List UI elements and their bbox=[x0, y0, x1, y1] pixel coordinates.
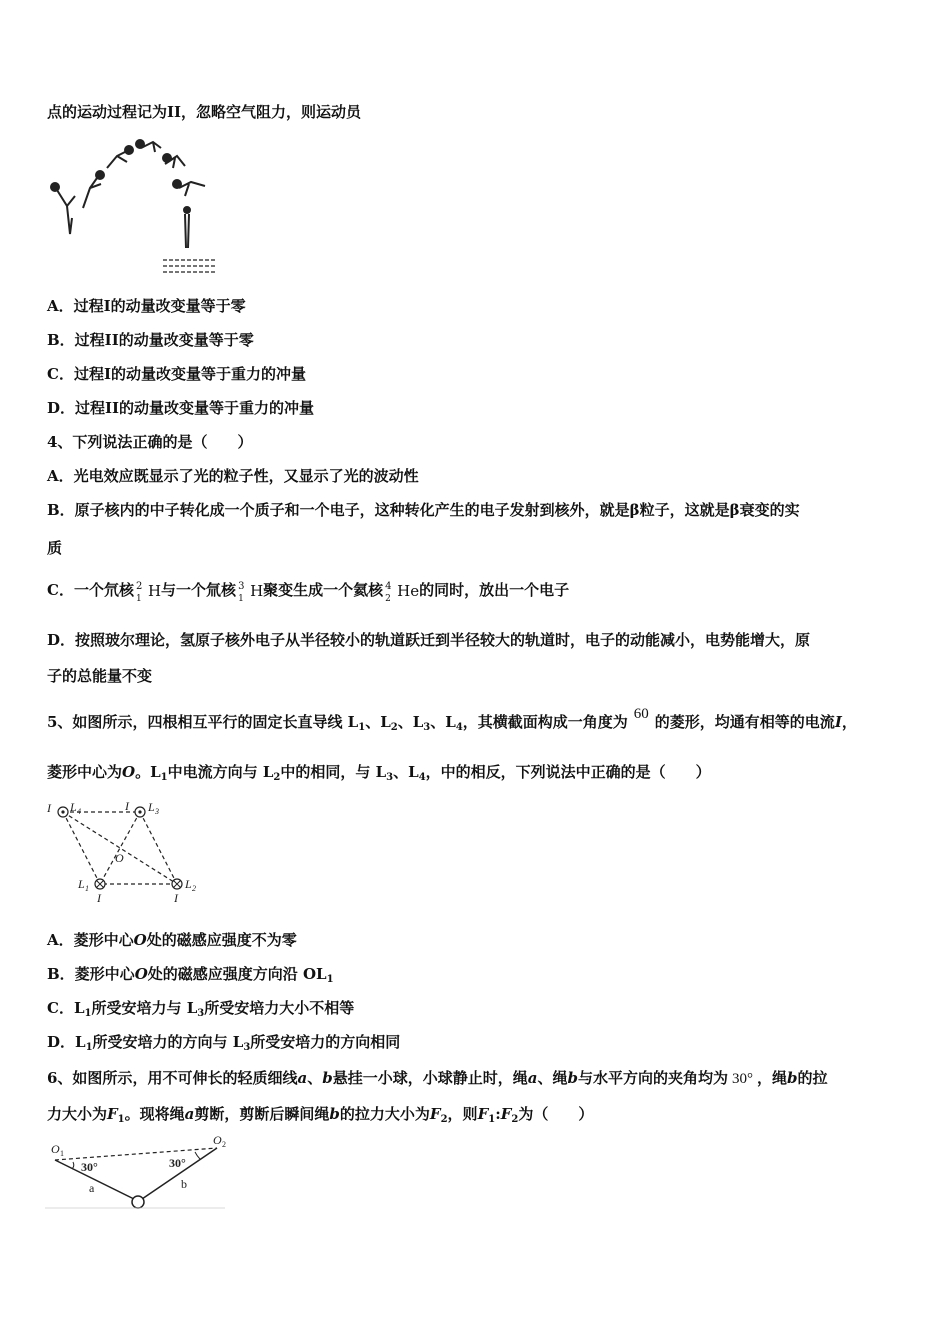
q5-text-7: ， bbox=[841, 713, 857, 731]
q6-rope-a-2: a bbox=[527, 1069, 538, 1087]
q5-line2-f: ，中的相反，下列说法中正确的是（ ） bbox=[425, 763, 711, 781]
tritium-symbol bbox=[236, 581, 250, 604]
label-o1: O bbox=[51, 1142, 60, 1156]
q5c-sub3: 3 bbox=[197, 1008, 205, 1019]
q6-text-6: 的拉 bbox=[797, 1069, 828, 1087]
diver-head-5 bbox=[163, 154, 171, 162]
diver-head-2 bbox=[96, 171, 104, 179]
q6-line2-a: 力大小为 bbox=[47, 1105, 108, 1123]
label-o1-sub: 1 bbox=[60, 1149, 64, 1158]
label-o2: O bbox=[213, 1134, 222, 1147]
label-l2-sub: 2 bbox=[192, 884, 196, 893]
q5-text-6: 的菱形，均通有相等的电流 bbox=[654, 713, 835, 731]
diver-head-1 bbox=[51, 183, 59, 191]
q5-text-3: 、L bbox=[397, 713, 424, 731]
q5-line2-sub2: 2 bbox=[273, 772, 281, 783]
label-l4-current: I bbox=[47, 801, 51, 815]
q6-line2-d: 的拉力大小为 bbox=[339, 1105, 430, 1123]
q5-option-b bbox=[47, 964, 334, 990]
q5-line2-d: 中的相同，与 L bbox=[280, 763, 387, 781]
deuterium-mass: 2 bbox=[135, 581, 143, 592]
q3-option-d: D．过程II的动量改变量等于重力的冲量 bbox=[47, 399, 315, 417]
tritium-z: 1 bbox=[238, 594, 244, 604]
label-o2-sub: 2 bbox=[222, 1140, 226, 1149]
helium-he: He bbox=[397, 582, 420, 600]
label-rope-a: a bbox=[89, 1181, 95, 1195]
q5-text-1: 5、如图所示，四根相互平行的固定长直导线 L bbox=[47, 713, 359, 731]
label-l3: L bbox=[148, 800, 155, 814]
q5-current: I bbox=[834, 713, 842, 731]
q6-line2-e: ，则 bbox=[447, 1105, 478, 1123]
q4-option-c bbox=[47, 580, 570, 604]
edge-l1-l4 bbox=[63, 812, 100, 884]
q4c-suffix: 的同时，放出一个电子 bbox=[419, 581, 570, 599]
q6-f1: F bbox=[107, 1105, 118, 1123]
label-l2-current: I bbox=[174, 891, 178, 905]
q6-line2-f: 为（ ） bbox=[518, 1105, 594, 1123]
q5-sub-3: 3 bbox=[423, 722, 431, 733]
q5-line2-c: 中电流方向与 L bbox=[167, 763, 274, 781]
q5-center-o: O bbox=[122, 763, 136, 781]
label-l4-sub: 4 bbox=[77, 807, 81, 816]
q6-text-4: 与水平方向的夹角均为 bbox=[577, 1069, 728, 1087]
q6-f2: F bbox=[429, 1105, 441, 1123]
q6-ratio-f2-sub: 2 bbox=[511, 1114, 519, 1125]
q5-line2-sub3: 3 bbox=[386, 772, 394, 783]
helium-mass: 4 bbox=[385, 581, 392, 592]
q5-line2-b: 。L bbox=[135, 763, 161, 781]
q6-rope-b-3: b bbox=[787, 1069, 798, 1087]
q5b-o: O bbox=[134, 965, 148, 983]
label-l1-current: I bbox=[97, 891, 101, 905]
q5c-text: C．L bbox=[47, 999, 85, 1017]
helium-symbol bbox=[383, 581, 397, 604]
q6-ratio-f2: F bbox=[500, 1105, 512, 1123]
q5b-rest: 处的磁感应强度方向沿 OL bbox=[147, 965, 327, 983]
diver-head-4 bbox=[136, 140, 144, 148]
q5d-sub1: 1 bbox=[85, 1042, 93, 1053]
diver-pose-3 bbox=[107, 152, 127, 168]
q6-ratio-f1-sub: 1 bbox=[488, 1114, 496, 1125]
q6-text-3: 、绳 bbox=[537, 1069, 568, 1087]
q6-ratio-f1: F bbox=[477, 1105, 489, 1123]
q5-line2-sub4: 4 bbox=[418, 772, 426, 783]
q5d-sub3: 3 bbox=[243, 1042, 251, 1053]
q5-sub-4: 4 bbox=[455, 722, 463, 733]
q5d-rest: 所受安培力的方向与 L bbox=[92, 1033, 244, 1051]
q6-text-1: 6、如图所示，用不可伸长的轻质细线 bbox=[47, 1069, 298, 1087]
diver-pose-2 bbox=[83, 178, 101, 208]
q4-option-b-line1: B．原子核内的中子转化成一个质子和一个电子，这种转化产生的电子发射到核外，就是β粒子，这就是β衰变的实 bbox=[47, 501, 800, 519]
q5-sub-1: 1 bbox=[358, 722, 366, 733]
label-l4: L bbox=[70, 800, 77, 814]
hanging-ball-figure bbox=[45, 1134, 235, 1214]
tritium-h: H bbox=[250, 582, 264, 600]
q4c-mid: 与一个氚核 bbox=[161, 581, 237, 599]
q6-colon: : bbox=[495, 1105, 501, 1123]
label-l3-sub: 3 bbox=[155, 807, 159, 816]
q6-stem-line2 bbox=[47, 1104, 593, 1130]
diver-pose-6 bbox=[179, 182, 205, 196]
q5-sub-2: 2 bbox=[390, 722, 398, 733]
intro-text: 点的运动过程记为II，忽略空气阻力，则运动员 bbox=[47, 103, 362, 121]
q5-text-5: ，其横截面构成一角度为 bbox=[462, 713, 628, 731]
diver-head-3 bbox=[125, 146, 133, 154]
q5a-text: A．菱形中心 bbox=[47, 931, 134, 949]
diver-pose-7 bbox=[185, 214, 189, 248]
q6-f2-sub: 2 bbox=[440, 1114, 448, 1125]
q6-stem-line1 bbox=[47, 1068, 828, 1089]
q6-rope-b: b bbox=[322, 1069, 333, 1087]
ceiling-dashed-line bbox=[55, 1148, 217, 1160]
q6-rope-a: a bbox=[297, 1069, 308, 1087]
q3-option-c: C．过程I的动量改变量等于重力的冲量 bbox=[47, 365, 306, 383]
q5c-end: 所受安培力大小不相等 bbox=[204, 999, 355, 1017]
q6-rope-a-3: a bbox=[184, 1105, 195, 1123]
q6-line2-c: 剪断，剪断后瞬间绳 bbox=[194, 1105, 330, 1123]
label-l2: L bbox=[185, 877, 192, 891]
q5-line2-sub1: 1 bbox=[160, 772, 168, 783]
deuterium-h: H bbox=[147, 582, 162, 600]
q6-f1-sub: 1 bbox=[117, 1114, 125, 1125]
q5b-text: B．菱形中心 bbox=[47, 965, 135, 983]
q4-option-d-line2: 子的总能量不变 bbox=[47, 667, 153, 685]
diver-head-7 bbox=[184, 207, 190, 213]
angle-arc-right bbox=[195, 1152, 200, 1159]
q4-option-d-line1: D．按照玻尔理论，氢原子核外电子从半径较小的轨道跃迁到半径较大的轨道时，电子的动能减小，电势能增大，原 bbox=[47, 631, 811, 649]
q3-option-b: B．过程II的动量改变量等于零 bbox=[47, 331, 254, 349]
deuterium-z: 1 bbox=[135, 594, 142, 604]
dot-l4 bbox=[61, 810, 64, 813]
q3-option-a: A．过程I的动量改变量等于零 bbox=[47, 297, 246, 315]
q4-stem: 4、下列说法正确的是（ ） bbox=[47, 433, 253, 451]
label-center-o: O bbox=[115, 851, 124, 865]
label-l1-sub: 1 bbox=[85, 884, 89, 893]
diver-figure bbox=[45, 138, 220, 276]
q4-option-a: A．光电效应既显示了光的粒子性，又显示了光的波动性 bbox=[47, 467, 419, 485]
q5-stem-line2 bbox=[47, 762, 711, 788]
q5-text-2: 、L bbox=[365, 713, 391, 731]
q5-stem-line1 bbox=[47, 706, 857, 738]
q5-angle: 60 bbox=[633, 706, 649, 722]
q6-rope-b-2: b bbox=[567, 1069, 578, 1087]
edge-l3-l2 bbox=[140, 812, 177, 884]
angle-arc-left bbox=[72, 1162, 74, 1169]
ball bbox=[132, 1196, 144, 1208]
deuterium-symbol bbox=[134, 581, 148, 604]
dot-l3 bbox=[138, 810, 141, 813]
diagonal-l3-l1 bbox=[100, 812, 140, 884]
q5a-o: O bbox=[133, 931, 147, 949]
q5-text-4: 、L bbox=[430, 713, 456, 731]
q5-line2-e: 、L bbox=[393, 763, 419, 781]
q4c-prefix: C．一个氘核 bbox=[47, 581, 134, 599]
q4-option-b-line2: 质 bbox=[47, 539, 63, 557]
label-angle-left: 30° bbox=[81, 1160, 98, 1174]
label-angle-right: 30° bbox=[169, 1156, 186, 1170]
q6-text-2: 悬挂一小球，小球静止时，绳 bbox=[332, 1069, 528, 1087]
q5-option-c bbox=[47, 998, 354, 1024]
q5a-rest: 处的磁感应强度不为零 bbox=[146, 931, 297, 949]
q6-angle: 30° bbox=[731, 1071, 753, 1087]
label-rope-b: b bbox=[181, 1177, 187, 1191]
q5-line2-a: 菱形中心为 bbox=[47, 763, 123, 781]
q6-rope-b-4: b bbox=[329, 1105, 340, 1123]
q6-text-5: ，绳 bbox=[756, 1069, 787, 1087]
q5d-end: 所受安培力的方向相同 bbox=[250, 1033, 401, 1051]
diver-head-6 bbox=[173, 180, 181, 188]
q5b-sub: 1 bbox=[326, 974, 334, 985]
q5d-text: D．L bbox=[47, 1033, 86, 1051]
q5c-rest: 所受安培力与 L bbox=[91, 999, 198, 1017]
q5-option-d bbox=[47, 1032, 400, 1058]
q6-sep: 、 bbox=[307, 1069, 323, 1087]
helium-z: 2 bbox=[385, 594, 391, 604]
q5-option-a bbox=[47, 930, 297, 950]
diagonal-l4-l2 bbox=[63, 812, 177, 884]
q5c-sub1: 1 bbox=[84, 1008, 92, 1019]
wires-rhombus-figure bbox=[45, 798, 205, 906]
tritium-mass: 3 bbox=[238, 581, 245, 592]
label-l1: L bbox=[78, 877, 85, 891]
q6-line2-b: 。现将绳 bbox=[124, 1105, 185, 1123]
q4c-mid2: 聚变生成一个氦核 bbox=[263, 581, 384, 599]
diver-pose-1 bbox=[57, 190, 75, 234]
label-l3-current: I bbox=[125, 799, 129, 813]
